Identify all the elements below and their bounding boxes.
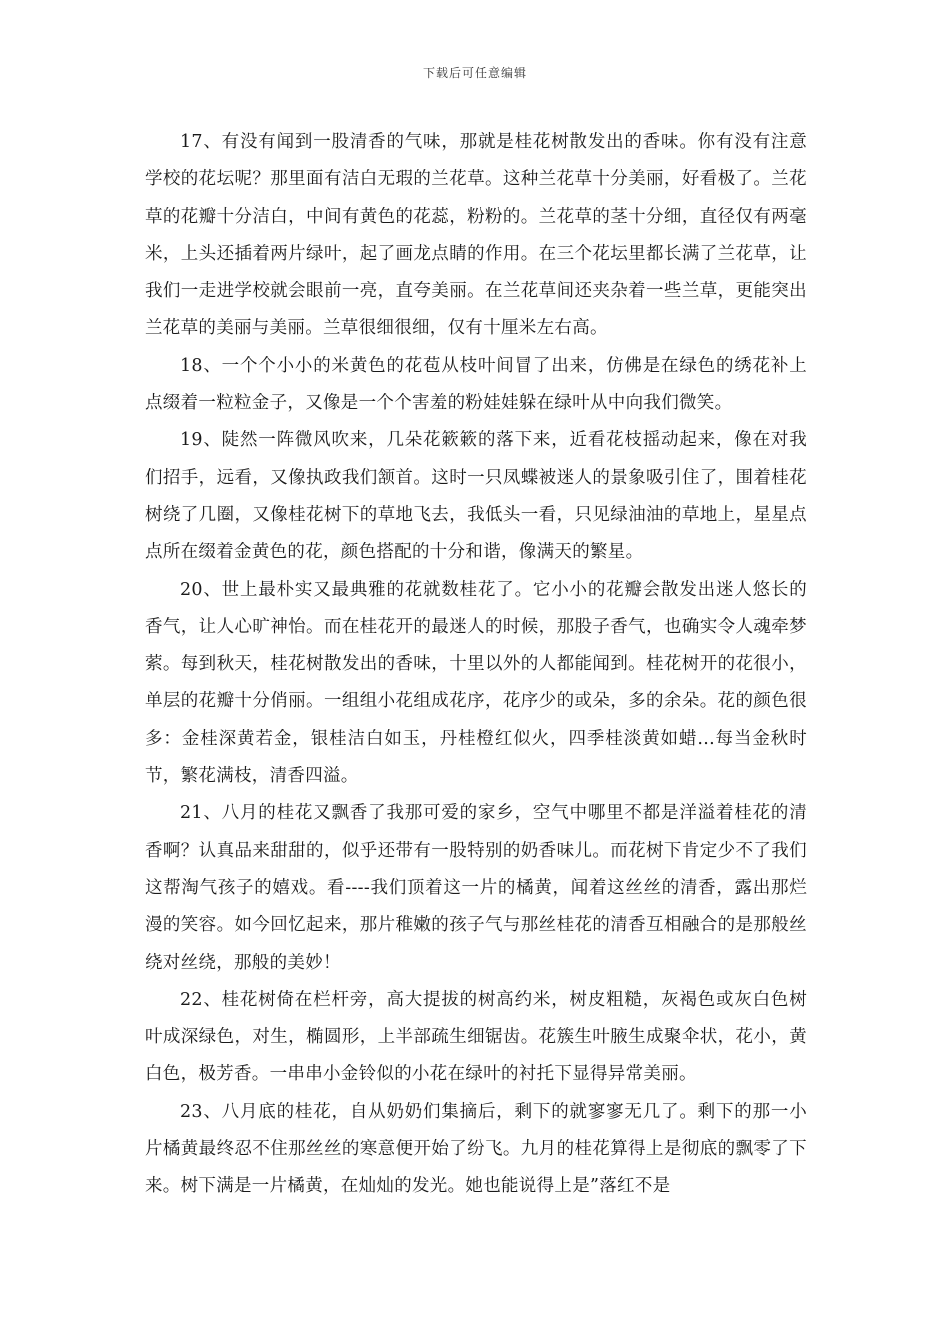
paragraph-17: 17、有没有闻到一股清香的气味，那就是桂花树散发出的香味。你有没有注意学校的花坛呢？那里面有洁白无瑕的兰花草。这种兰花草十分美丽，好看极了。兰花草的花瓣十分洁白，中间有黄色的花蕊，粉粉的。兰花草的茎十分细，直径仅有两毫米，上头还插着两片绿叶，起了画龙点睛的作用。在三个花坛里都长满了兰花草，让我们一走进学校就会眼前一亮，直夸美丽。在兰花草间还夹杂着一些兰草，更能突出兰花草的美丽与美丽。兰草很细很细，仅有十厘米左右高。 (145, 132, 807, 339)
paragraph-22: 22、桂花树倚在栏杆旁，高大提拔的树高约米，树皮粗糙，灰褐色或灰白色树叶成深绿色，对生，椭圆形，上半部疏生细锯齿。花簇生叶腋生成聚伞状，花小，黄白色，极芳香。一串串小金铃似的小花在绿叶的衬托下显得异常美丽。 (145, 989, 807, 1085)
paragraph-18: 18、一个个小小的米黄色的花苞从枝叶间冒了出来，仿佛是在绿色的绣花补上点缀着一粒粒金子，又像是一个个害羞的粉娃娃躲在绿叶从中向我们微笑。 (145, 355, 807, 414)
paragraph-23: 23、八月底的桂花，自从奶奶们集摘后，剩下的就寥寥无几了。剩下的那一小片橘黄最终忍不住那丝丝的寒意便开始了纷飞。九月的桂花算得上是彻底的飘零了下来。树下满是一片橘黄，在灿灿的发光。她也能说得上是”落红不是 (145, 1101, 807, 1197)
document-body (145, 124, 807, 1206)
paragraph-21: 21、八月的桂花又飘香了我那可爱的家乡，空气中哪里不都是洋溢着桂花的清香啊？认真品来甜甜的，似乎还带有一股特别的奶香味儿。而花树下肯定少不了我们这帮淘气孩子的嬉戏。看----我们顶着这一片的橘黄，闻着这丝丝的清香，露出那烂漫的笑容。如今回忆起来，那片稚嫩的孩子气与那丝桂花的清香互相融合的是那般丝绕对丝绕，那般的美妙！ (145, 803, 807, 973)
paragraph-19: 19、陡然一阵微风吹来，几朵花簌簌的落下来，近看花枝摇动起来，像在对我们招手，远看，又像执政我们颔首。这时一只凤蝶被迷人的景象吸引住了，围着桂花树绕了几圈，又像桂花树下的草地飞去，我低头一看，只见绿油油的草地上，星星点点所在缀着金黄色的花，颜色搭配的十分和谐，像满天的繁星。 (145, 430, 807, 563)
paragraph-20: 20、世上最朴实又最典雅的花就数桂花了。它小小的花瓣会散发出迷人悠长的香气，让人心旷神怡。而在桂花开的最迷人的时候，那股子香气，也确实令人魂牵梦萦。每到秋天，桂花树散发出的香味，十里以外的人都能闻到。桂花树开的花很小，单层的花瓣十分俏丽。一组组小花组成花序，花序少的或朵，多的余朵。花的颜色很多：金桂深黄若金，银桂洁白如玉，丹桂橙红似火，四季桂淡黄如蜡...每当金秋时节，繁花满枝，清香四溢。 (145, 579, 807, 787)
page-header: 下载后可任意编辑 (422, 66, 527, 80)
